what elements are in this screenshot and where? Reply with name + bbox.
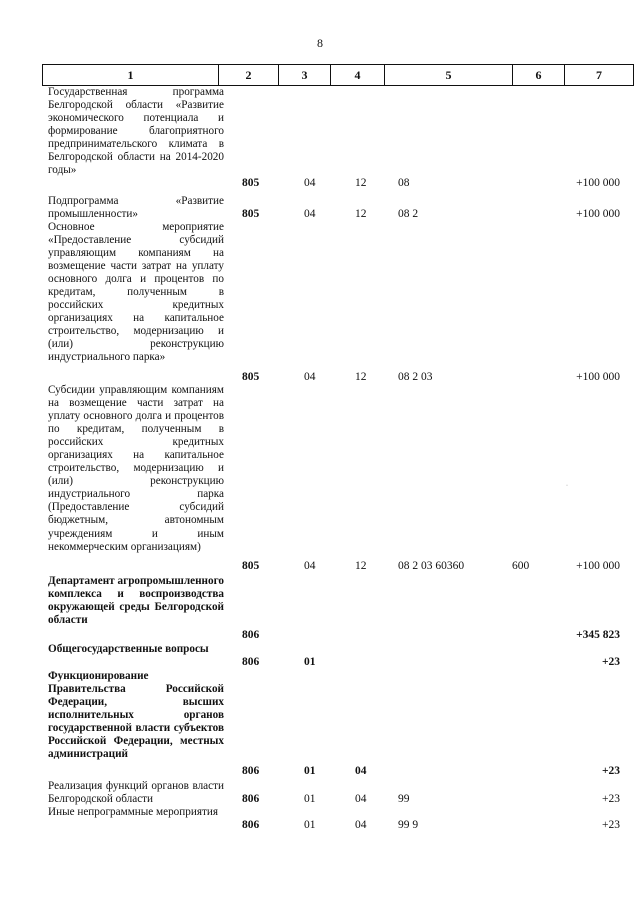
row-name: Функционирование Правительства Российской Федерации, высших исполнительных органов государственной власти субъектов Российской Федерации, местных администраций (48, 670, 224, 761)
row-amount: +23 (601, 765, 620, 777)
row-code-ministry: 806 (242, 765, 260, 777)
row-target-article: 08 (398, 177, 410, 189)
row-code-ministry: 806 (242, 629, 260, 641)
row-target-article: 08 2 (398, 208, 419, 220)
row-code-section: 04 (304, 208, 316, 220)
row-code-ministry: 805 (242, 208, 260, 220)
row-code-section: 04 (304, 560, 316, 572)
row-name: Государственная программа Белгородской области «Развитие экономического потенциала и формирование благоприятного предпринимательского климата в Белгородской области на 2014-2020 годы» (48, 86, 224, 177)
row-code-ministry: 806 (242, 793, 260, 805)
row-code-subsection: 04 (355, 765, 367, 777)
header-col-5: 5 (384, 64, 513, 86)
header-col-6: 6 (512, 64, 565, 86)
row-amount: +100 000 (576, 371, 620, 383)
row-amount: +100 000 (576, 177, 620, 189)
row-code-ministry: 805 (242, 371, 260, 383)
row-amount: +100 000 (576, 208, 620, 220)
row-amount: +23 (602, 793, 620, 805)
row-name: Подпрограмма «Развитие промышленности» (48, 195, 224, 221)
row-code-section: 04 (304, 371, 316, 383)
row-target-article: 99 (398, 793, 410, 805)
row-code-ministry: 805 (242, 177, 260, 189)
row-code-section: 01 (304, 765, 316, 777)
row-code-section: 01 (304, 656, 316, 668)
header-col-7: 7 (564, 64, 634, 86)
row-name: Иные непрограммные мероприятия (48, 806, 219, 818)
header-col-1: 1 (42, 64, 219, 86)
row-code-subsection: 04 (355, 819, 367, 831)
row-expense-type: 600 (512, 560, 530, 572)
row-code-section: 01 (304, 793, 316, 805)
row-code-subsection: 12 (355, 371, 367, 383)
row-amount: +23 (601, 656, 620, 668)
row-name: Субсидии управляющим компаниям на возмещение части затрат на уплату основного долга и процентов по кредитам, полученным в российских кредитных организациях на капитальное строительство, модернизацию и (или) реконструкцию индустриального парка (Предоставление субсидий бюджетным, автономным учреждениям и иным некоммерческим организациям) (48, 384, 224, 553)
row-name: Общегосударственные вопросы (48, 643, 209, 655)
row-target-article: 08 2 03 (398, 371, 433, 383)
table-header (42, 64, 634, 88)
row-target-article: 08 2 03 60360 (398, 560, 465, 572)
row-name: Основное мероприятие «Предоставление субсидий управляющим компаниям на возмещение части затрат на уплату основного долга и процентов по кредитам, полученным в российских кредитных организациях на капитальное строительство, модернизацию и (или) реконструкцию индустриального парка» (48, 221, 224, 364)
row-amount: +345 823 (576, 629, 620, 641)
row-code-ministry: 805 (242, 560, 260, 572)
row-code-section: 04 (304, 177, 316, 189)
row-name: Департамент агропромышленного комплекса и воспроизводства окружающей среды Белгородской области (48, 575, 224, 627)
row-amount: +100 000 (576, 560, 620, 572)
header-col-4: 4 (330, 64, 385, 86)
page-number: 8 (317, 36, 323, 50)
row-code-subsection: 12 (355, 208, 367, 220)
header-col-3: 3 (278, 64, 331, 86)
row-code-subsection: 12 (355, 560, 367, 572)
row-code-section: 01 (304, 819, 316, 831)
row-amount: +23 (602, 819, 620, 831)
row-code-subsection: 12 (355, 177, 367, 189)
scan-speck: · (566, 483, 568, 489)
row-target-article: 99 9 (398, 819, 419, 831)
row-code-ministry: 806 (242, 819, 260, 831)
row-name: Реализация функций органов власти Белгородской области (48, 780, 224, 806)
header-col-2: 2 (218, 64, 279, 86)
row-code-subsection: 04 (355, 793, 367, 805)
row-code-ministry: 806 (242, 656, 260, 668)
